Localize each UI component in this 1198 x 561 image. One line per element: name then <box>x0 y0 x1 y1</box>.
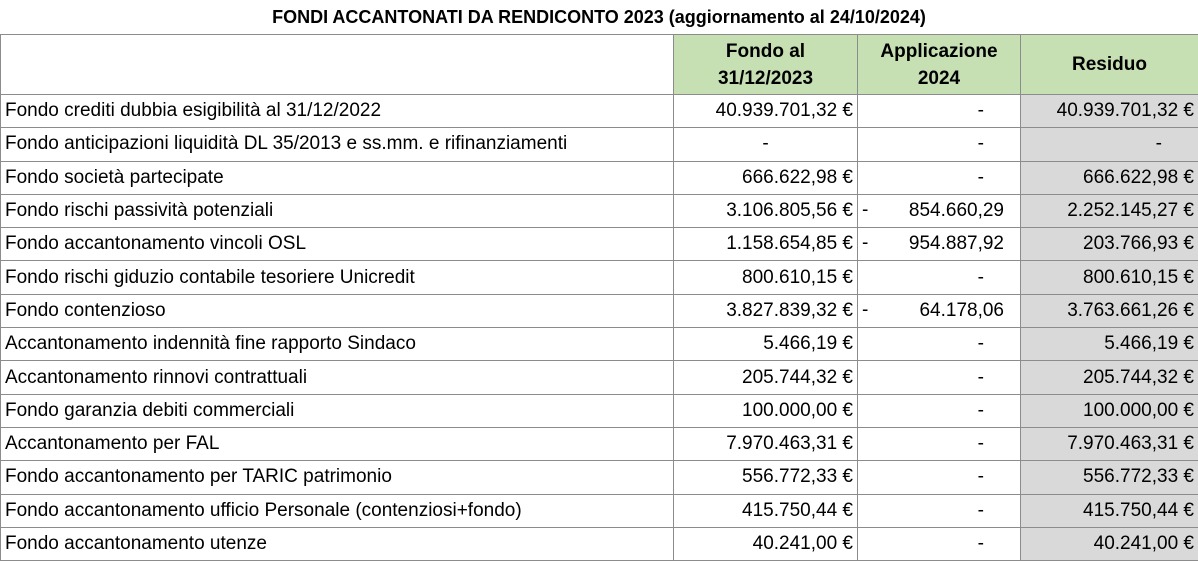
row-applicazione-value: - <box>858 461 1021 494</box>
row-residuo-value: 205.744,32 € <box>1021 361 1198 394</box>
row-fondo-value: 100.000,00 € <box>674 394 858 427</box>
row-applicazione-amount: 854.660,29 <box>908 200 1004 222</box>
table-row <box>1 394 1198 427</box>
row-applicazione-sign: - <box>862 199 869 221</box>
header-residuo: Residuo <box>1021 35 1198 95</box>
row-residuo-value: - <box>1021 128 1198 161</box>
row-residuo-value: 40.241,00 € <box>1021 527 1198 560</box>
row-label: Fondo accantonamento ufficio Personale (contenziosi+fondo) <box>1 494 674 527</box>
table-row <box>1 228 1198 261</box>
row-fondo-value: 1.158.654,85 € <box>674 228 858 261</box>
row-applicazione-value: - <box>858 328 1021 361</box>
row-applicazione-value <box>858 294 1021 327</box>
row-residuo-value: 800.610,15 € <box>1021 261 1198 294</box>
row-fondo-value: 40.939.701,32 € <box>674 95 858 128</box>
row-applicazione-value: - <box>858 95 1021 128</box>
row-fondo-value: 3.106.805,56 € <box>674 194 858 227</box>
row-residuo-value: 415.750,44 € <box>1021 494 1198 527</box>
row-label: Fondo rischi passività potenziali <box>1 194 674 227</box>
row-label: Fondo garanzia debiti commerciali <box>1 394 674 427</box>
header-applicazione-line1: Applicazione <box>880 40 998 62</box>
row-applicazione-value: - <box>858 161 1021 194</box>
header-row <box>1 35 1198 95</box>
table-title: FONDI ACCANTONATI DA RENDICONTO 2023 (aggiornamento al 24/10/2024) <box>272 7 926 27</box>
row-fondo-value: 666.622,98 € <box>674 161 858 194</box>
row-label: Fondo accantonamento vincoli OSL <box>1 228 674 261</box>
row-applicazione-value: - <box>858 128 1021 161</box>
row-fondo-value: 40.241,00 € <box>674 527 858 560</box>
row-applicazione-value: - <box>858 394 1021 427</box>
row-residuo-value: 666.622,98 € <box>1021 161 1198 194</box>
row-label: Fondo accantonamento utenze <box>1 527 674 560</box>
table-row <box>1 494 1198 527</box>
row-residuo-value: 3.763.661,26 € <box>1021 294 1198 327</box>
row-residuo-value: 7.970.463,31 € <box>1021 427 1198 460</box>
table-row <box>1 261 1198 294</box>
row-applicazione-value: - <box>858 494 1021 527</box>
row-applicazione-sign: - <box>862 299 869 321</box>
table-row <box>1 461 1198 494</box>
header-label-cell <box>1 35 674 95</box>
row-applicazione-amount: 954.887,92 <box>908 233 1004 255</box>
row-residuo-value: 5.466,19 € <box>1021 328 1198 361</box>
row-fondo-value: 415.750,44 € <box>674 494 858 527</box>
table-body <box>1 95 1198 561</box>
header-fondo-line2: 31/12/2023 <box>717 67 814 89</box>
row-label: Fondo crediti dubbia esigibilità al 31/12/2022 <box>1 95 674 128</box>
row-label: Accantonamento rinnovi contrattuali <box>1 361 674 394</box>
table-row <box>1 527 1198 560</box>
row-label: Fondo società partecipate <box>1 161 674 194</box>
row-label: Accantonamento indennità fine rapporto Sindaco <box>1 328 674 361</box>
row-applicazione-value: - <box>858 427 1021 460</box>
row-label: Fondo accantonamento per TARIC patrimonio <box>1 461 674 494</box>
table-row <box>1 294 1198 327</box>
row-residuo-value: 203.766,93 € <box>1021 228 1198 261</box>
row-applicazione-sign: - <box>862 232 869 254</box>
header-applicazione <box>858 35 1021 95</box>
row-fondo-value: 3.827.839,32 € <box>674 294 858 327</box>
table-row <box>1 194 1198 227</box>
row-fondo-value: 556.772,33 € <box>674 461 858 494</box>
row-applicazione-value <box>858 228 1021 261</box>
row-fondo-value: 205.744,32 € <box>674 361 858 394</box>
row-fondo-value: 800.610,15 € <box>674 261 858 294</box>
row-applicazione-value: - <box>858 361 1021 394</box>
fondi-table <box>0 34 1198 561</box>
row-residuo-value: 40.939.701,32 € <box>1021 95 1198 128</box>
table-row <box>1 328 1198 361</box>
row-label: Fondo anticipazioni liquidità DL 35/2013 e ss.mm. e rifinanziamenti <box>1 128 674 161</box>
table-row <box>1 128 1198 161</box>
table-row <box>1 427 1198 460</box>
row-label: Fondo rischi giduzio contabile tesoriere Unicredit <box>1 261 674 294</box>
row-label: Fondo contenzioso <box>1 294 674 327</box>
header-applicazione-line2: 2024 <box>917 67 961 89</box>
row-applicazione-value <box>858 194 1021 227</box>
row-fondo-value: 7.970.463,31 € <box>674 427 858 460</box>
row-applicazione-amount: 64.178,06 <box>919 299 1004 321</box>
row-residuo-value: 100.000,00 € <box>1021 394 1198 427</box>
row-residuo-value: 2.252.145,27 € <box>1021 194 1198 227</box>
table-row <box>1 361 1198 394</box>
row-applicazione-value: - <box>858 527 1021 560</box>
header-fondo-line1: Fondo al <box>725 40 806 62</box>
row-residuo-value: 556.772,33 € <box>1021 461 1198 494</box>
row-applicazione-value: - <box>858 261 1021 294</box>
table-row <box>1 95 1198 128</box>
header-fondo <box>674 35 858 95</box>
row-fondo-value: - <box>674 128 858 161</box>
row-label: Accantonamento per FAL <box>1 427 674 460</box>
table-row <box>1 161 1198 194</box>
row-fondo-value: 5.466,19 € <box>674 328 858 361</box>
